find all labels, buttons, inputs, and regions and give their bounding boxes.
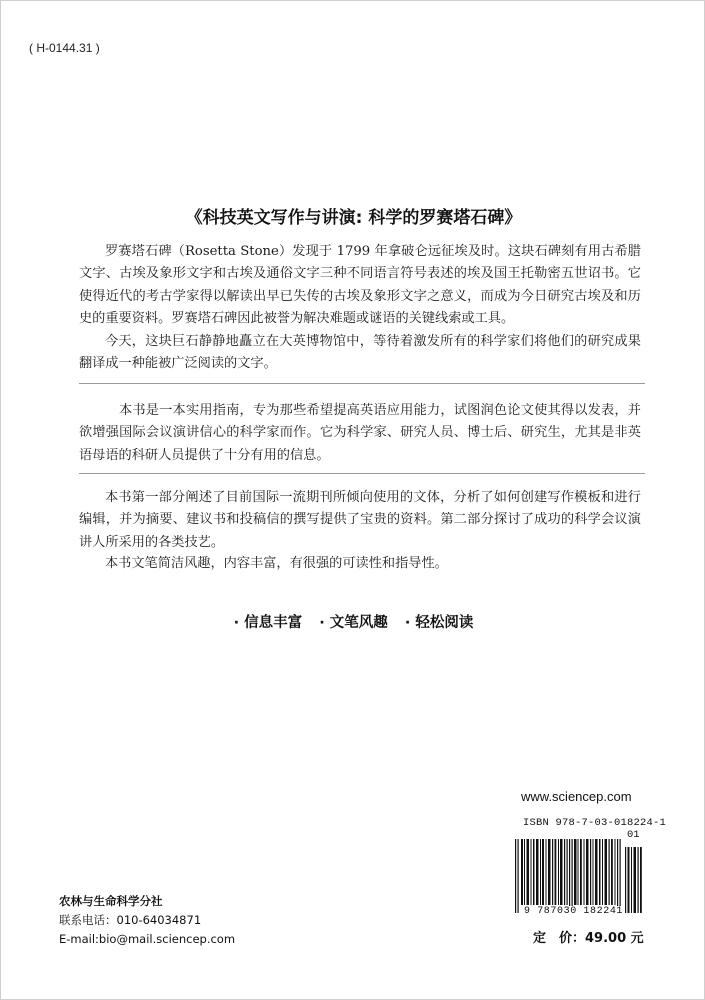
- feature-list: [1, 611, 705, 632]
- isbn-addon: 01: [627, 829, 640, 841]
- content-paragraph-1: 本书第一部分阐述了目前国际一流期刊所倾向使用的文体，分析了如何创建写作模板和进行编辑，并为摘要、建议书和投稿信的撰写提供了宝贵的资料。第二部分探讨了成功的科学会议演讲人所采用的各类技艺。: [79, 490, 641, 550]
- feature-item: · 轻松阅读: [404, 615, 474, 631]
- publisher-email: E-mail:bio@mail.sciencep.com: [59, 932, 236, 946]
- divider-top: [79, 383, 645, 384]
- feature-item: · 文笔风趣: [319, 615, 388, 631]
- intro-paragraph-1: 罗赛塔石碑（Rosetta Stone）发现于 1799 年拿破仑远征埃及时。这块石碑刻有用古希腊文字、古埃及象形文字和古埃及通俗文字三种不同语言符号表述的埃及国王托勒密五世诏书。它使得近代的考古学家得以解读出早已失传的古埃及象形文字之意义，而成为今日研究古埃及和历史的重要资料。罗赛塔石碑因此被誉为解决难题或谜语的关键线索或工具。: [79, 244, 641, 326]
- website-url: www.sciencep.com: [521, 789, 632, 804]
- book-title: 《科技英文写作与讲演: 科学的罗赛塔石碑》: [185, 208, 522, 228]
- price-label: 定 价：49.00 元: [533, 931, 644, 946]
- intro-paragraph-2: 今天，这块巨石静静地矗立在大英博物馆中，等待着激发所有的科学家们将他们的研究成果翻译成一种能被广泛阅读的文字。: [79, 334, 641, 372]
- publisher-name: 农林与生命科学分社: [59, 894, 163, 908]
- feature-item: · 信息丰富: [233, 615, 303, 631]
- isbn-text: ISBN 978-7-03-018224-1: [523, 817, 667, 829]
- publisher-phone: 联系电话：010-64034871: [59, 913, 202, 927]
- divider-bottom: [79, 473, 645, 474]
- content-paragraph-2: 本书文笔简洁风趣，内容丰富，有很强的可读性和指导性。: [105, 556, 448, 571]
- publisher-info: [59, 892, 235, 949]
- guide-paragraph: 本书是一本实用指南，专为那些希望提高英语应用能力，试图润色论文使其得以发表，并欲增强国际会议演讲信心的科学家而作。它为科学家、研究人员、博士后、研究生，尤其是非英语母语的科研人员提供了十分有用的信息。: [79, 403, 641, 463]
- barcode-digits: 9 787030 182241: [524, 906, 624, 917]
- catalog-code: ( H-0144.31 ): [29, 41, 100, 55]
